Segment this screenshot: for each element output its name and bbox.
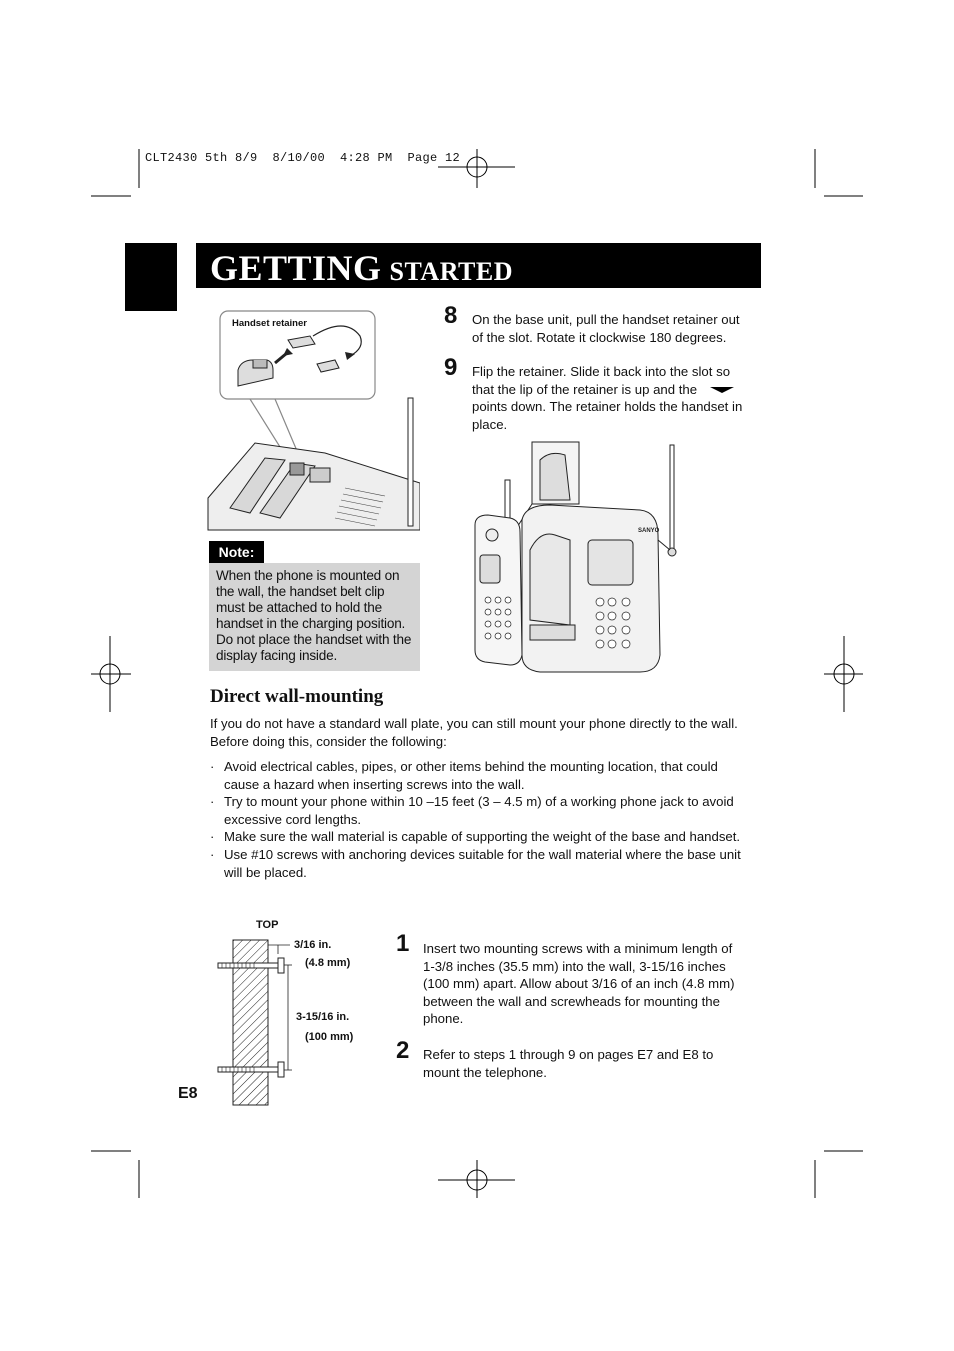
title-small: STARTED bbox=[389, 257, 514, 286]
handset-retainer-label: Handset retainer bbox=[232, 318, 307, 329]
list-item: · Avoid electrical cables, pipes, or other items behind the mounting location, that could cause a hazard when inserting screws into the wall. bbox=[210, 758, 755, 793]
section-tab bbox=[125, 243, 177, 311]
step-2-text: Refer to steps 1 through 9 on pages E7 and E8 to mount the telephone. bbox=[423, 1047, 714, 1080]
step-8-number: 8 bbox=[444, 302, 458, 329]
title-big: GETTING bbox=[210, 248, 382, 288]
step-1-text: Insert two mounting screws with a minimum length of 1-3/8 inches (35.5 mm) into the wall, 3-15/16 inches (100 mm) apart. Allow about 3/16 of an inch (4.8 mm) between the wall and screwheads for mounting the phone. bbox=[423, 941, 735, 1027]
page-number: E8 bbox=[178, 1085, 198, 1102]
step-1-number: 1 bbox=[396, 930, 410, 957]
step-8-text: On the base unit, pull the handset retainer out of the slot. Rotate it clockwise 180 degrees. bbox=[472, 312, 740, 345]
retainer-illustration bbox=[205, 308, 420, 533]
brand-logo: SANYO bbox=[638, 528, 660, 534]
dim2-mm: (100 mm) bbox=[305, 1031, 354, 1043]
dim1-mm: (4.8 mm) bbox=[305, 957, 351, 969]
considerations-list bbox=[210, 758, 755, 881]
list-item: · Try to mount your phone within 10 –15 feet (3 – 4.5 m) of a working phone jack to avoid excessive cord lengths. bbox=[210, 793, 755, 828]
list-item: · Use #10 screws with anchoring devices suitable for the wall material where the base unit will be placed. bbox=[210, 846, 755, 881]
step-2-number: 2 bbox=[396, 1037, 410, 1064]
down-arrow-icon bbox=[709, 385, 735, 395]
note-label: Note: bbox=[209, 541, 264, 563]
dim2-inches: 3-15/16 in. bbox=[296, 1011, 350, 1023]
step-9-text-a: Flip the retainer. Slide it back into the slot so that the lip of the retainer is up and the bbox=[472, 364, 731, 397]
top-label: TOP bbox=[256, 919, 279, 931]
step-9-number: 9 bbox=[444, 354, 458, 381]
phone-illustration bbox=[470, 440, 685, 682]
section-heading: Direct wall-mounting bbox=[210, 686, 384, 707]
step-9-text-b: points down. The retainer holds the handset in place. bbox=[472, 399, 743, 432]
step-9-text bbox=[472, 363, 755, 433]
dim1-inches: 3/16 in. bbox=[294, 939, 332, 951]
page-title bbox=[210, 247, 513, 289]
section-intro: If you do not have a standard wall plate, you can still mount your phone directly to the wall. Before doing this, consider the following: bbox=[210, 716, 738, 749]
note-text: When the phone is mounted on the wall, the handset belt clip must be attached to hold the handset in the charging position. Do not place the handset with the display facing inside. bbox=[216, 568, 412, 663]
list-item: · Make sure the wall material is capable of supporting the weight of the base and handset. bbox=[210, 828, 755, 846]
print-slug: CLT2430 5th 8/9 8/10/00 4:28 PM Page 12 bbox=[145, 151, 461, 165]
